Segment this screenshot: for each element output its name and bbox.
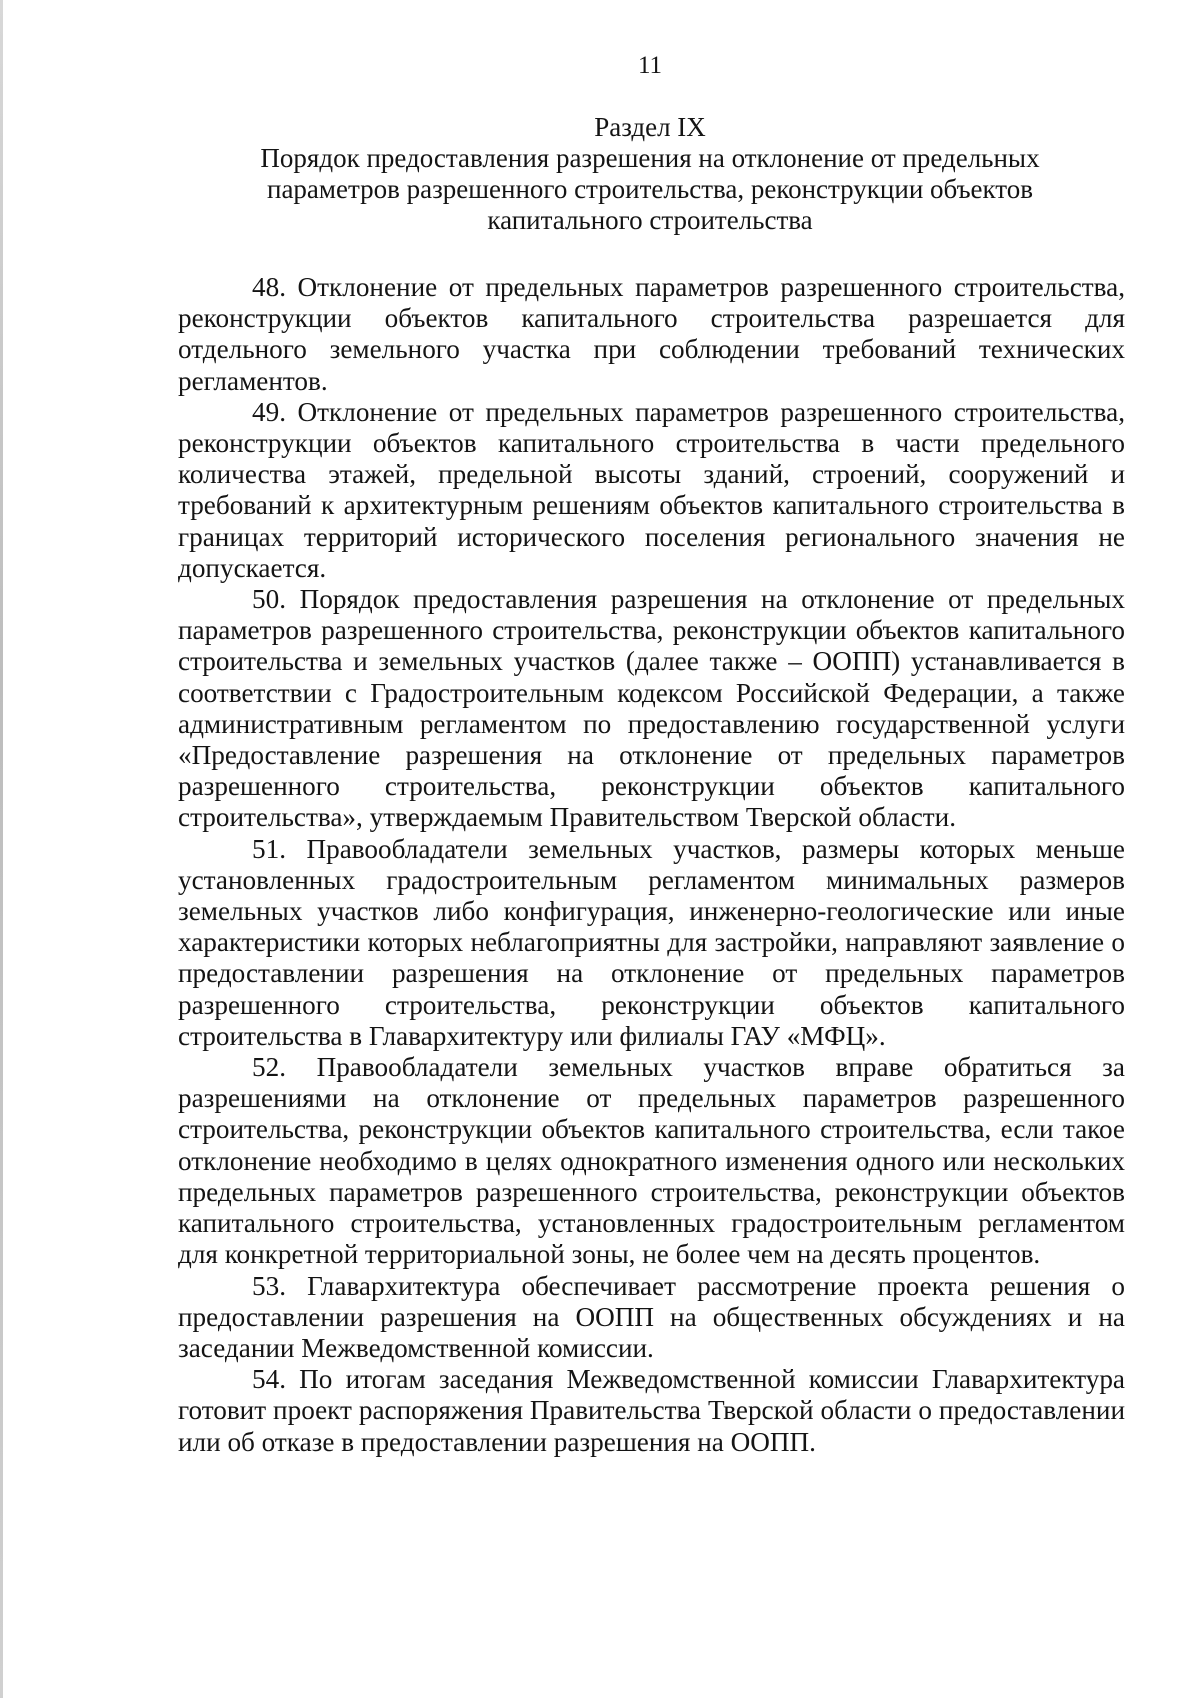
section-title: Порядок предоставления разрешения на отклонение от предельных параметров разрешенного строительства, реконструкции объектов капитального строительства [260,143,1040,235]
paragraph-52: 52. Правообладатели земельных участков вправе обратиться за разрешениями на отклонение от предельных параметров разрешенного строительства, реконструкции объектов капитального строительства, если такое отклонение необходимо в целях однократного изменения одного или нескольких предельных параметров разрешенного строительства, реконструкции объектов капитального строительства, установленных градостроительным регламентом для конкретной территориальной зоны, не более чем на десять процентов. [178,1052,1125,1270]
scan-edge [0,0,3,1698]
document-body [178,272,1125,1458]
section-label: Раздел IX [594,112,706,142]
paragraph-54: 54. По итогам заседания Межведомственной комиссии Главархитектура готовит проект распоряжения Правительства Тверской области о предоставлении или об отказе в предоставлении разрешения на ООПП. [178,1364,1125,1457]
paragraph-51: 51. Правообладатели земельных участков, размеры которых меньше установленных градостроительным регламентом минимальных размеров земельных участков либо конфигурация, инженерно-геологические или иные характеристики которых неблагоприятны для застройки, направляют заявление о предоставлении разрешения на отклонение от предельных параметров разрешенного строительства, реконструкции объектов капитального строительства в Главархитектуру или филиалы ГАУ «МФЦ». [178,833,1125,1051]
paragraph-50: 50. Порядок предоставления разрешения на отклонение от предельных параметров разрешенного строительства, реконструкции объектов капитального строительства и земельных участков (далее также – ООПП) устанавливается в соответствии с Градостроительным кодексом Российской Федерации, а также административным регламентом по предоставлению государственной услуги «Предоставление разрешения на отклонение от предельных параметров разрешенного строительства, реконструкции объектов капитального строительства», утверждаемым Правительством Тверской области. [178,584,1125,833]
page-number: 11 [637,52,663,79]
paragraph-48: 48. Отклонение от предельных параметров разрешенного строительства, реконструкции объектов капитального строительства разрешается для отдельного земельного участка при соблюдении требований технических регламентов. [178,272,1125,396]
paragraph-53: 53. Главархитектура обеспечивает рассмотрение проекта решения о предоставлении разрешения на ООПП на общественных обсуждениях и на заседании Межведомственной комиссии. [178,1270,1125,1363]
section-heading [200,112,1100,236]
paragraph-49: 49. Отклонение от предельных параметров разрешенного строительства, реконструкции объектов капитального строительства в части предельного количества этажей, предельной высоты зданий, строений, сооружений и требований к архитектурным решениям объектов капитального строительства в границах территорий исторического поселения регионального значения не допускается. [178,396,1125,583]
